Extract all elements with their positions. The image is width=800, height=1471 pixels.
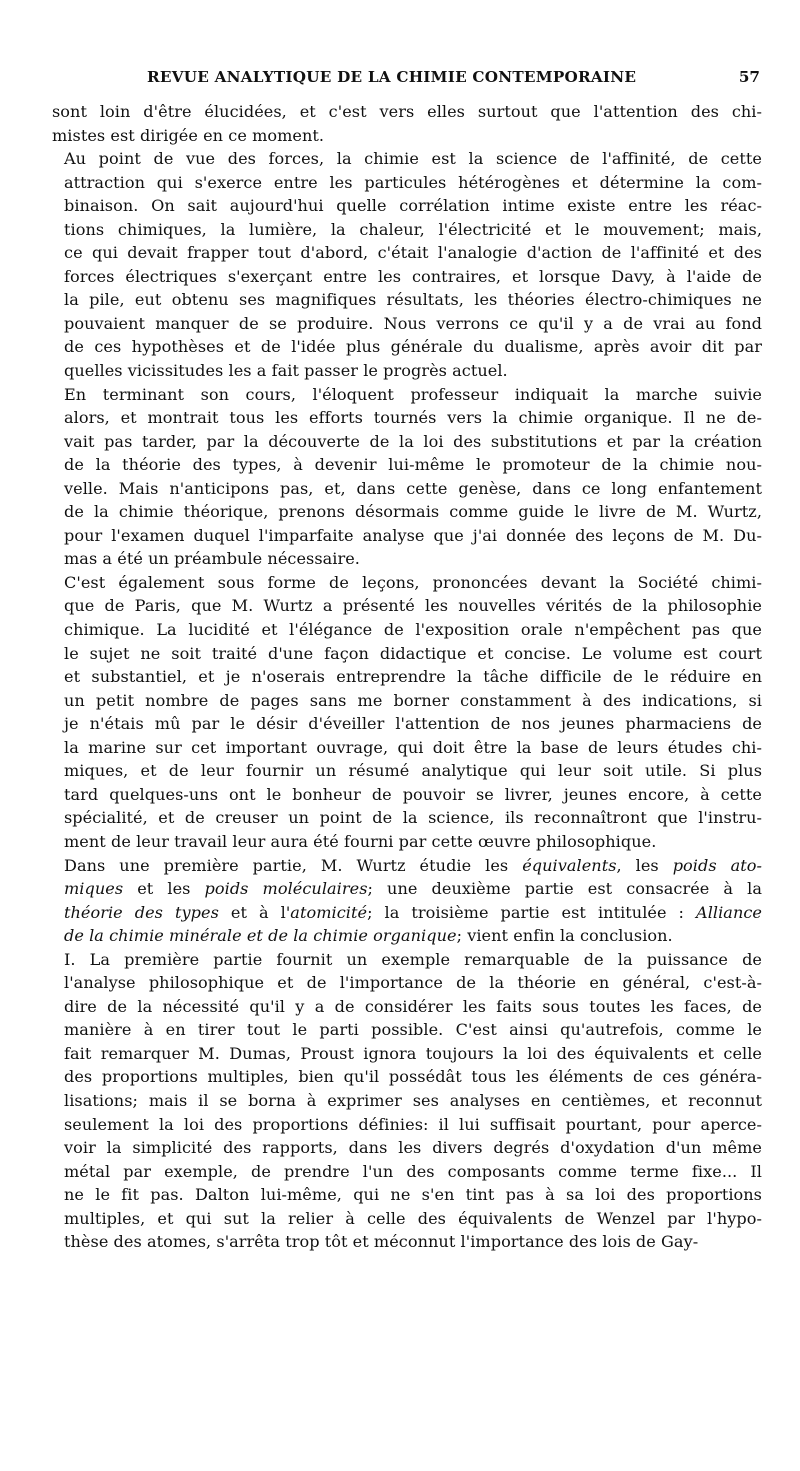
text-body [52,100,762,1254]
text-line: et substantiel, et je n'oserais entreprendre la tâche difficile de le réduire en [64,667,762,687]
text-line: attraction qui s'exerce entre les particules hétérogènes et détermine la com- [64,172,762,192]
text-line: manière à en tirer tout le parti possible. C'est ainsi qu'autrefois, comme le [64,1020,762,1040]
text-line: mas a été un préambule nécessaire. [64,549,360,569]
paragraph [52,100,762,147]
text-line: miques, et de leur fournir un résumé analytique qui leur soit utile. Si plus [64,761,762,781]
text-line: ne le fit pas. Dalton lui-même, qui ne s'en tint pas à sa loi des proportions [64,1185,762,1205]
text-line: la marine sur cet important ouvrage, qui doit être la base de leurs études chi- [64,737,762,757]
text-line: pouvaient manquer de se produire. Nous verrons ce qu'il y a de vrai au fond [64,313,762,333]
text-line: sont loin d'être élucidées, et c'est vers elles surtout que l'attention des chi- [52,102,762,121]
paragraph [52,383,762,571]
text-line: ment de leur travail leur aura été fourni par cette œuvre philosophique. [64,831,657,851]
text-line: théorie des types et à l'atomicité; la troisième partie est intitulée : Alliance [64,902,762,922]
text-line: la pile, eut obtenu ses magnifiques résultats, les théories électro-chimiques ne [64,290,762,310]
text-line: I. La première partie fournit un exemple remarquable de la puissance de [64,949,762,969]
text-line: tard quelques-uns ont le bonheur de pouvoir se livrer, jeunes encore, à cette [64,784,762,804]
text-line: miques et les poids moléculaires; une deuxième partie est consacrée à la [64,879,762,899]
text-line: de la chimie théorique, prenons désormais comme guide le livre de M. Wurtz, [64,502,762,522]
text-line: de la théorie des types, à devenir lui-même le promoteur de la chimie nou- [64,455,762,475]
text-line: chimique. La lucidité et l'élégance de l'exposition orale n'empêchent pas que [64,620,762,640]
text-line: métal par exemple, de prendre l'un des composants comme terme fixe... Il [64,1161,762,1181]
running-head: REVUE ANALYTIQUE DE LA CHIMIE CONTEMPORAINE [147,68,637,86]
text-line: que de Paris, que M. Wurtz a présenté les nouvelles vérités de la philosophie [64,596,762,616]
paragraph [52,147,762,382]
paragraph [52,948,762,1254]
paragraph [52,571,762,854]
text-line: velle. Mais n'anticipons pas, et, dans cette genèse, dans ce long enfantement [64,478,762,498]
text-line: de ces hypothèses et de l'idée plus générale du dualisme, après avoir dit par [64,337,762,357]
page-number: 57 [738,68,760,86]
text-line: un petit nombre de pages sans me borner constamment à des indications, si [64,690,762,710]
text-line: forces électriques s'exerçant entre les contraires, et lorsque Davy, à l'aide de [64,266,762,286]
text-line: lisations; mais il se borna à exprimer ses analyses en centièmes, et reconnut [64,1090,762,1110]
text-line: mistes est dirigée en ce moment. [52,125,325,145]
text-line: tions chimiques, la lumière, la chaleur, l'électricité et le mouvement; mais, [64,219,762,239]
text-line: seulement la loi des proportions définies: il lui suffisait pourtant, pour aperce- [64,1114,762,1134]
text-line: quelles vicissitudes les a fait passer le progrès actuel. [64,361,508,381]
text-line: Au point de vue des forces, la chimie est la science de l'affinité, de cette [64,149,762,169]
text-line: vait pas tarder, par la découverte de la loi des substitutions et par la création [64,431,762,451]
text-line: des proportions multiples, bien qu'il possédât tous les éléments de ces généra- [64,1067,762,1087]
text-line: En terminant son cours, l'éloquent professeur indiquait la marche suivie [64,384,762,404]
page-header [52,66,762,96]
text-line: thèse des atomes, s'arrêta trop tôt et méconnut l'importance des lois de Gay- [64,1232,699,1252]
paragraph [52,854,762,948]
text-line: je n'étais mû par le désir d'éveiller l'attention de nos jeunes pharmaciens de [64,714,762,734]
text-line: binaison. On sait aujourd'hui quelle corrélation intime existe entre les réac- [64,196,762,216]
text-line: dire de la nécessité qu'il y a de considérer les faits sous toutes les faces, de [64,996,762,1016]
text-line: multiples, et qui sut la relier à celle des équivalents de Wenzel par l'hypo- [64,1208,762,1228]
text-line: l'analyse philosophique et de l'importance de la théorie en général, c'est-à- [64,973,762,993]
text-line: ce qui devait frapper tout d'abord, c'était l'analogie d'action de l'affinité et des [64,243,762,263]
text-line: le sujet ne soit traité d'une façon didactique et concise. Le volume est court [64,643,762,663]
text-line: de la chimie minérale et de la chimie organique; vient enfin la conclusion. [64,926,673,946]
text-line: Dans une première partie, M. Wurtz étudie les équivalents, les poids ato- [64,855,762,875]
text-line: pour l'examen duquel l'imparfaite analyse que j'ai donnée des leçons de M. Du- [64,525,762,545]
text-line: spécialité, et de creuser un point de la science, ils reconnaîtront que l'instru- [64,808,762,828]
text-line: C'est également sous forme de leçons, prononcées devant la Société chimi- [64,572,762,592]
text-line: fait remarquer M. Dumas, Proust ignora toujours la loi des équivalents et celle [64,1043,762,1063]
text-line: voir la simplicité des rapports, dans les divers degrés d'oxydation d'un même [64,1138,762,1158]
text-line: alors, et montrait tous les efforts tournés vers la chimie organique. Il ne de- [64,408,762,428]
